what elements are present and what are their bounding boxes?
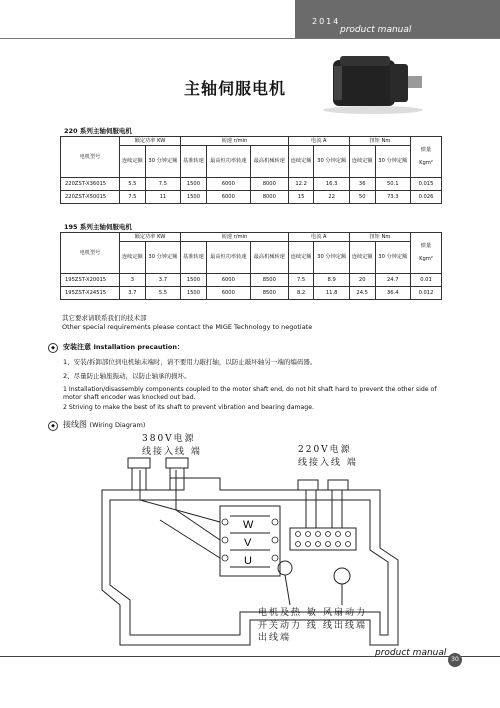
table195-title: 195 系列主轴伺服电机	[64, 223, 132, 231]
table195-h-current: 电流 A	[288, 233, 349, 242]
table195-sub: 基准转速	[181, 242, 207, 274]
bullet-icon: ◆	[48, 343, 58, 353]
label-fan-output: 风扇动力 线出线端	[323, 608, 368, 631]
install-cn-1: 1、安装/拆卸部位到电机轴末端时，请不要用力敲打轴，以防止敲坏轴另一端的编码器。	[63, 358, 317, 366]
header-title: product manual	[340, 25, 412, 35]
table220-title: 220 系列主轴伺服电机	[64, 127, 132, 135]
table220	[60, 136, 442, 204]
header-year: 2014	[312, 17, 341, 26]
install-en-2: 2 Striving to make the best of its shaft to prevent vibration and bearing damage.	[63, 404, 315, 411]
table195-sub: 30 分钟定额	[145, 242, 180, 274]
table195-sub: 30 分钟定额	[314, 242, 349, 274]
table195-h-torque: 扭矩 Nm	[349, 233, 410, 242]
table220-sub: 最高恒功率转速	[206, 146, 250, 178]
motor-image	[318, 52, 428, 114]
table-row: 195ZST-X24515 3.7 5.5 1500 6000 8500 8.2 11.8 24.5 36.4 0.012	[61, 287, 442, 300]
table195-sub: 连续定额	[288, 242, 314, 274]
label-380v: 380V电源 线接入线 端	[142, 434, 202, 457]
label-220v: 220V电源 线接入线 端	[298, 445, 358, 468]
table220-h-model: 电机型号	[61, 137, 120, 178]
table195-sub: 连续定额	[120, 242, 146, 274]
install-cn-2: 2、尽量防止轴座振动，以防止轴承的损坏。	[63, 372, 191, 380]
table-row: 195ZST-X20015 3 3.7 1500 6000 8500 7.5 8.9 20 24.7 0.01	[61, 274, 442, 287]
table-row: 220ZST-X36015 5.5 7.5 1500 6000 8000 12.2 16.3 36 50.1 0.015	[61, 178, 442, 191]
page-number: 30	[448, 653, 462, 667]
table195-sub: 最高机械转速	[250, 242, 288, 274]
table195-sub: 连续定额	[349, 242, 375, 274]
table220-sub: 30 分钟定额	[375, 146, 410, 178]
terminal-u: U	[244, 555, 252, 567]
table-row: 220ZST-X50015 7.5 11 1500 6000 8000 15 22 50 73.3 0.026	[61, 191, 442, 204]
table195-h-power: 额定功率 KW	[120, 233, 181, 242]
table220-h-power: 额定功率 KW	[120, 137, 181, 146]
table195	[60, 232, 442, 300]
table220-sub: 连续定额	[288, 146, 314, 178]
table220-h-torque: 扭矩 Nm	[349, 137, 410, 146]
table195-sub: 30 分钟定额	[375, 242, 410, 274]
table195-h-speed: 转速 r/min	[181, 233, 289, 242]
label-motor-output: 电机及热 敏开关动力 线出线端	[258, 608, 318, 644]
table195-sub: 最高恒功率转速	[206, 242, 250, 274]
header-divider	[0, 38, 500, 39]
table195-h-inertia: 惯量 Kgm²	[411, 233, 442, 274]
table220-sub: 基准转速	[181, 146, 207, 178]
table220-sub: 30 分钟定额	[314, 146, 349, 178]
table220-h-inertia: 惯量 Kgm²	[411, 137, 442, 178]
table220-sub: 连续定额	[349, 146, 375, 178]
table220-sub: 最高机械转速	[250, 146, 288, 178]
bullet-icon: ◆	[48, 421, 58, 431]
table220-sub: 连续定额	[120, 146, 146, 178]
note-en: Other special requirements please contact the MIGE Technology to negotiate	[62, 323, 313, 331]
terminal-w: W	[243, 519, 254, 531]
footer-title: product manual	[375, 648, 447, 658]
table195-h-model: 电机型号	[61, 233, 120, 274]
table220-h-speed: 转速 r/min	[181, 137, 289, 146]
page-title: 主轴伺服电机	[184, 79, 287, 98]
table220-h-current: 电流 A	[288, 137, 349, 146]
wiring-title: 接线图 (Wiring Diagram)	[63, 420, 146, 429]
table220-sub: 30 分钟定额	[145, 146, 180, 178]
terminal-v: V	[244, 537, 252, 549]
install-en-1: 1 Installation/disassembly components coupled to the motor shaft end, do not hit shaft hard to prevent the other side of motor shaft encoder was knocked out bad.	[63, 386, 437, 402]
install-title: 安装注意 Installation precaution：	[63, 343, 184, 351]
note-cn: 其它要求请联系我们的技术部	[62, 314, 147, 322]
